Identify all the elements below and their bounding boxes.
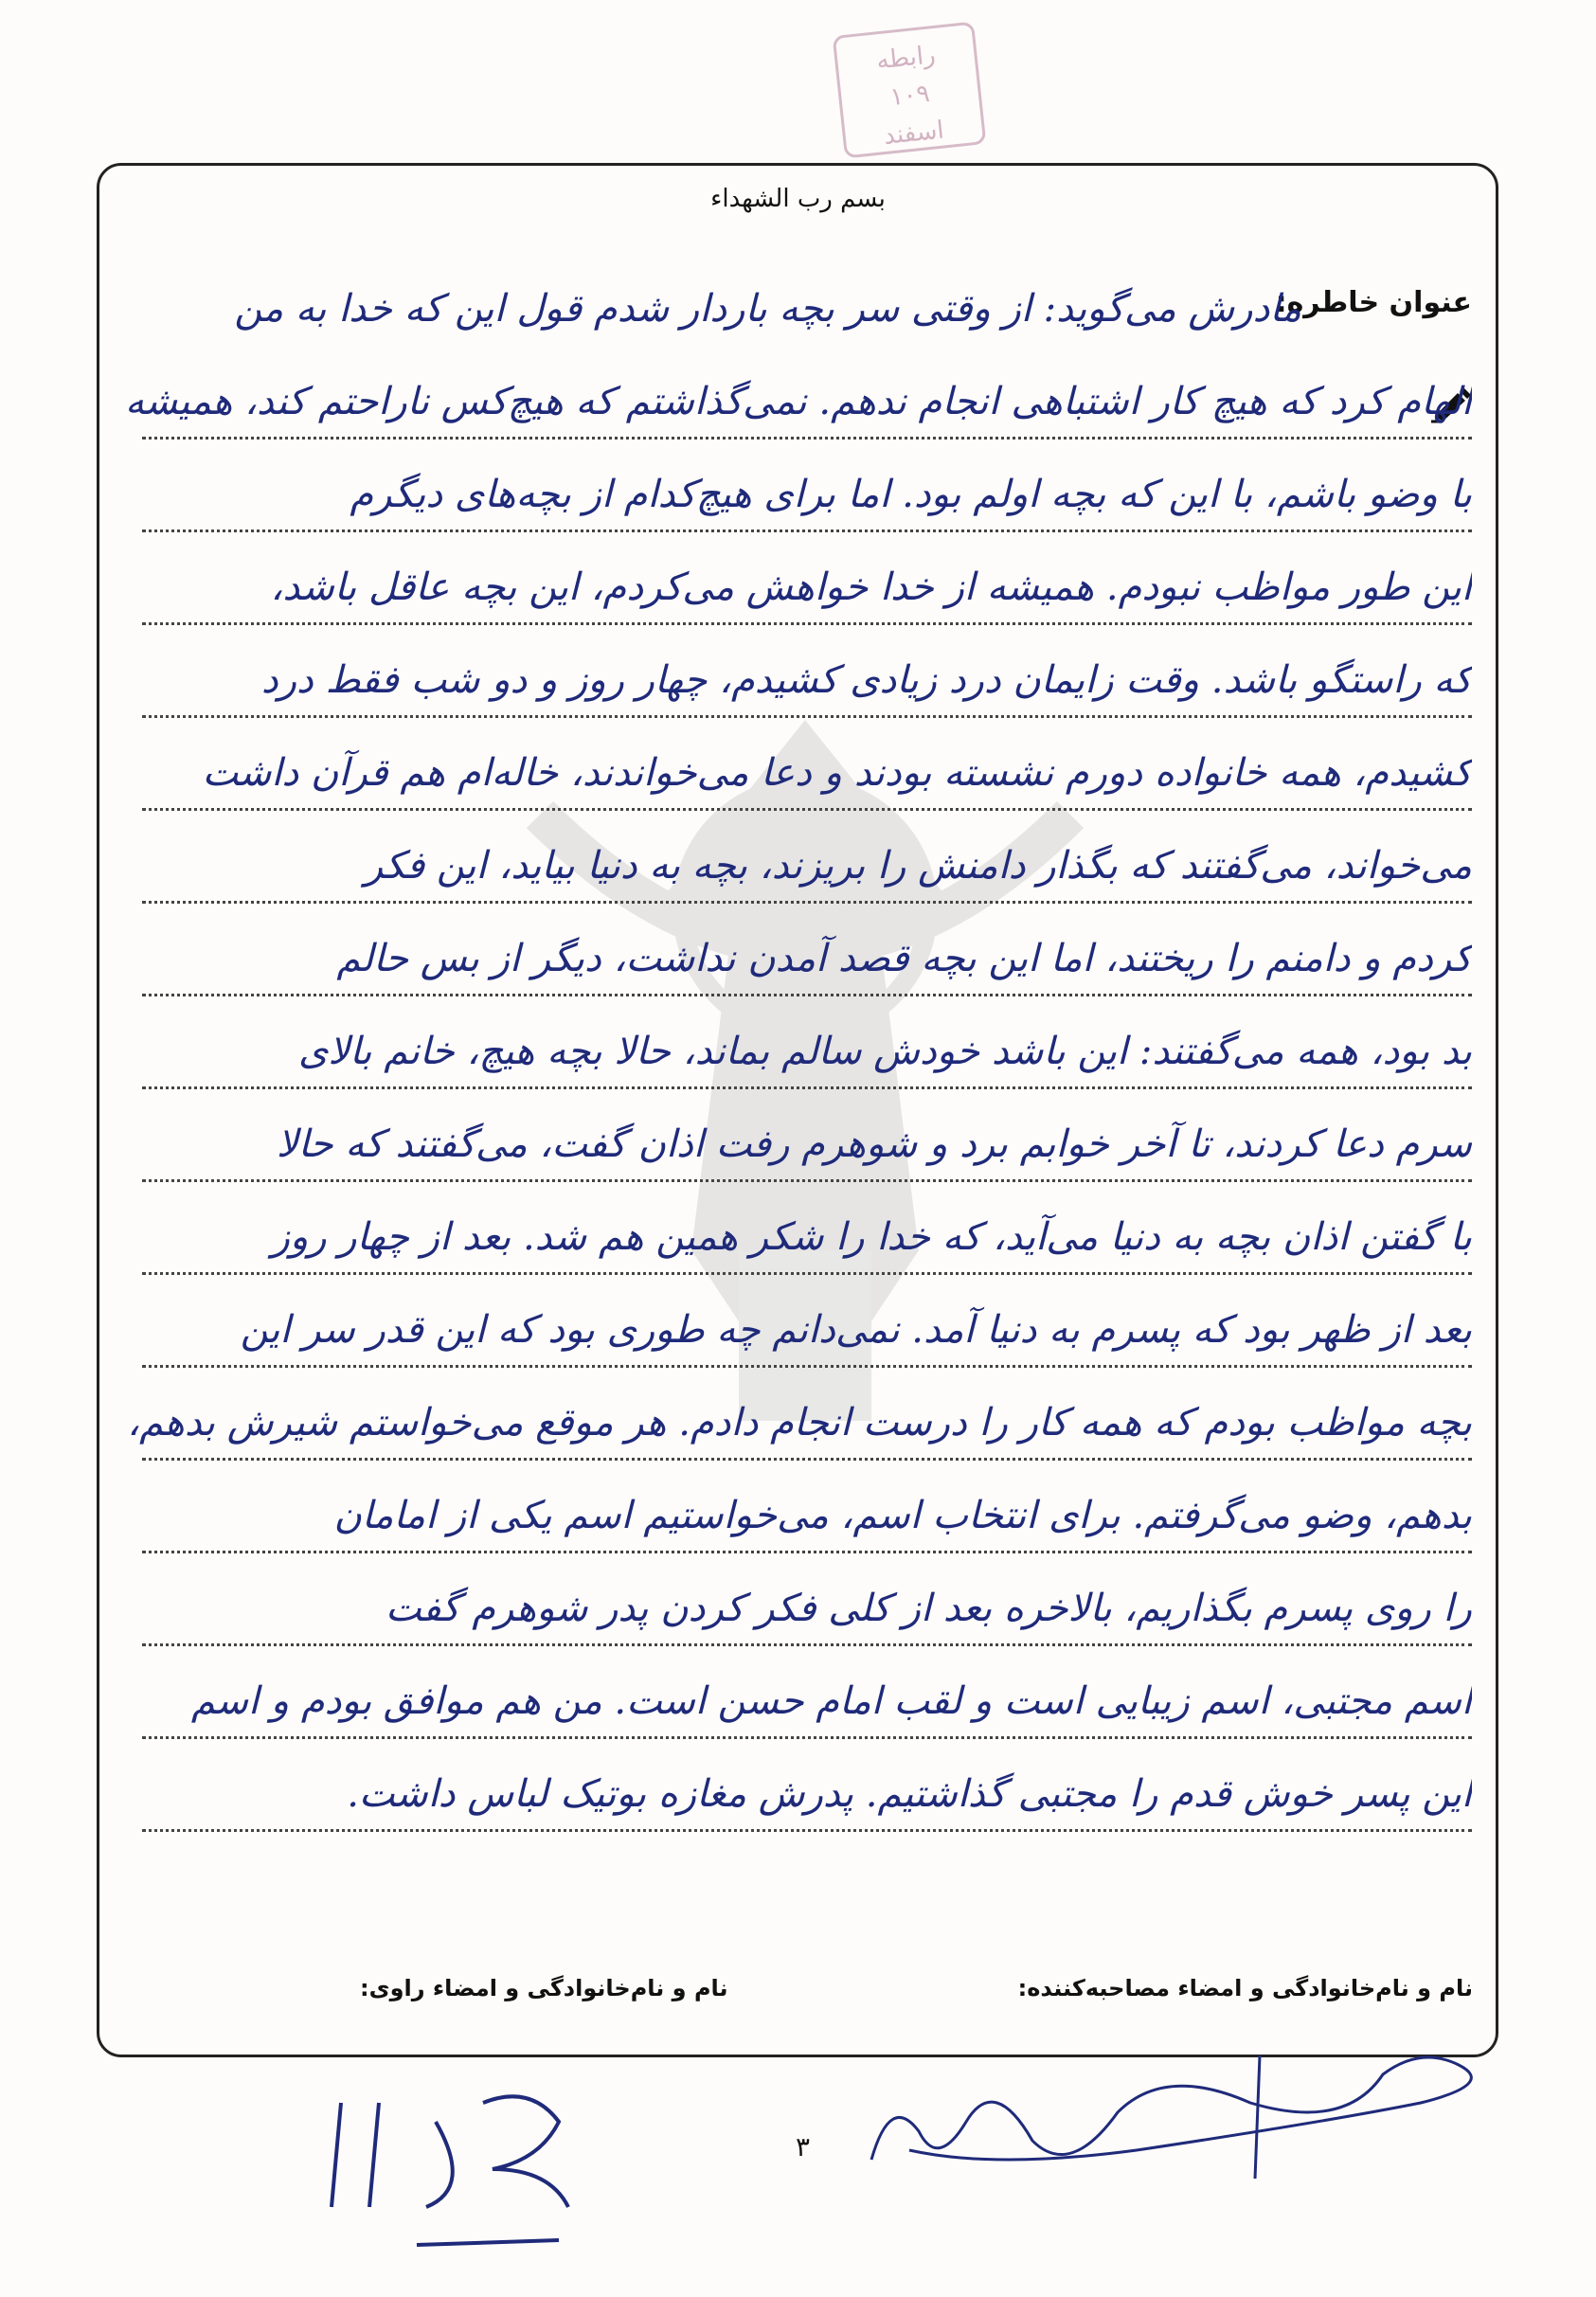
archive-stamp — [833, 22, 987, 159]
memoir-line: بد بود، همه می‌گفتند: این باشد خودش سالم بماند، حالا بچه هیچ، خانم بالای — [104, 1017, 1472, 1103]
interviewer-signature — [852, 2037, 1515, 2188]
memoir-line: می‌خواند، می‌گفتند که بگذار دامنش را بریزند، بچه به دنیا بیاید، این فکر — [104, 832, 1472, 917]
memoir-line: مادرش می‌گوید: از وقتی سر بچه باردار شدم قول این که خدا به من — [234, 287, 1301, 331]
memoir-line: این طور مواظب نبودم. همیشه از خدا خواهش می‌کردم، این بچه عاقل باشد، — [104, 553, 1472, 638]
memoir-line: این پسر خوش قدم را مجتبی گذاشتیم. پدرش مغازه بوتیک لباس داشت. — [104, 1760, 1472, 1845]
memoir-title-label: عنوان خاطره: — [1275, 286, 1472, 319]
memoir-line: با وضو باشم، با این که بچه اولم بود. اما برای هیچ‌کدام از بچه‌های دیگرم — [104, 460, 1472, 546]
stamp-line: رابطه — [874, 41, 937, 76]
interviewer-signature-label: نام و نام‌خانوادگی و امضاء مصاحبه‌کننده: — [1017, 1975, 1473, 2001]
stamp-line: اسفند — [882, 116, 946, 151]
narrator-signature-label: نام و نام‌خانوادگی و امضاء راوی: — [360, 1975, 728, 2001]
memoir-line: الهام کرد که هیچ کار اشتباهی انجام ندهم. نمی‌گذاشتم که هیچ‌کس ناراحتم کند، همیشه — [104, 368, 1472, 453]
memoir-line: سرم دعا کردند، تا آخر خوابم برد و شوهرم رفت اذان گفت، می‌گفتند که حالا — [104, 1110, 1472, 1195]
handwritten-reference-note — [313, 2065, 597, 2254]
memoir-line: اسم مجتبی، اسم زیبایی است و لقب امام حسن است. من هم موافق بودم و اسم — [104, 1667, 1472, 1752]
memoir-line: که راستگو باشد. وقت زایمان درد زیادی کشیدم، چهار روز و دو شب فقط درد — [104, 646, 1472, 731]
memoir-line: با گفتن اذان بچه به دنیا می‌آید، که خدا را شکر همین هم شد. بعد از چهار روز — [104, 1203, 1472, 1288]
memoir-line: را روی پسرم بگذاریم، بالاخره بعد از کلی فکر کردن پدر شوهرم گفت — [104, 1574, 1472, 1660]
memoir-line: کردم و دامنم را ریختند، اما این بچه قصد آمدن نداشت، دیگر از بس حالم — [104, 924, 1472, 1010]
memoir-line: بچه مواظب بودم که همه کار را درست انجام دادم. هر موقع می‌خواستم شیرش بدهم، — [104, 1389, 1472, 1474]
stamp-line: ۱۰۹ — [888, 79, 932, 113]
memoir-line: بدهم، وضو می‌گرفتم. برای انتخاب اسم، می‌خواستیم اسم یکی از امامان — [104, 1481, 1472, 1567]
form-heading: بسم رب الشهداء — [710, 185, 886, 213]
memoir-line: کشیدم، همه خانواده دورم نشسته بودند و دعا می‌خواندند، خاله‌ام هم قرآن داشت — [104, 739, 1472, 824]
page-number: ۳ — [796, 2131, 811, 2162]
memoir-line: بعد از ظهر بود که پسرم به دنیا آمد. نمی‌دانم چه طوری بود که این قدر سر این — [104, 1296, 1472, 1381]
